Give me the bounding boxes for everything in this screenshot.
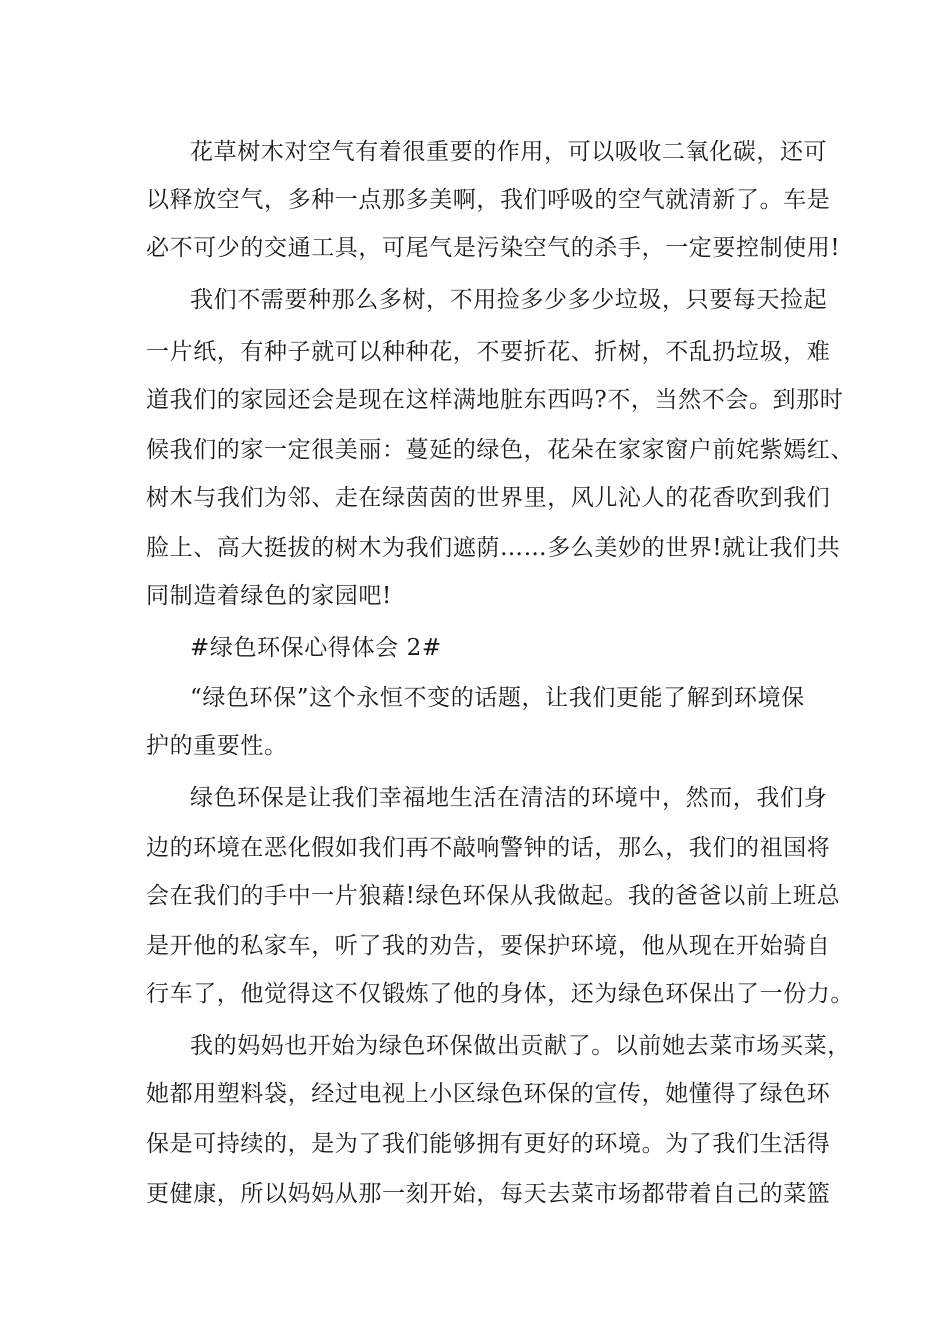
- text-line: 会在我们的手中一片狼藉!绿色环保从我做起。我的爸爸以前上班总: [146, 883, 841, 909]
- text-line: 更健康，所以妈妈从那一刻开始，每天去菜市场都带着自己的菜篮: [146, 1181, 831, 1207]
- text-line: 以释放空气，多种一点那多美啊，我们呼吸的空气就清新了。车是: [146, 187, 831, 213]
- text-line: 道我们的家园还会是现在这样满地脏东西吗?不，当然不会。到那时: [146, 387, 844, 413]
- text-line: 我们不需要种那么多树，不用捡多少多少垃圾，只要每天捡起: [190, 287, 828, 313]
- text-line: 行车了，他觉得这不仅锻炼了他的身体，还为绿色环保出了一份力。: [146, 981, 854, 1007]
- text-line: 树木与我们为邻、走在绿茵茵的世界里，风儿沁人的花香吹到我们: [146, 485, 831, 511]
- text-line: 边的环境在恶化假如我们再不敲响警钟的话，那么，我们的祖国将: [146, 835, 831, 861]
- text-line: 是开他的私家车，听了我的劝告，要保护环境，他从现在开始骑自: [146, 933, 831, 959]
- text-line: 候我们的家一定很美丽：蔓延的绿色，花朵在家家窗户前姹紫嫣红、: [146, 437, 854, 463]
- text-line: 护的重要性。: [146, 733, 288, 759]
- text-line: 她都用塑料袋，经过电视上小区绿色环保的宣传，她懂得了绿色环: [146, 1081, 831, 1107]
- text-line: 花草树木对空气有着很重要的作用，可以吸收二氧化碳，还可: [190, 139, 828, 165]
- text-line: 必不可少的交通工具，可尾气是污染空气的杀手，一定要控制使用!: [146, 235, 841, 261]
- text-line: 我的妈妈也开始为绿色环保做出贡献了。以前她去菜市场买菜，: [190, 1033, 851, 1059]
- text-line: 保是可持续的，是为了我们能够拥有更好的环境。为了我们生活得: [146, 1131, 831, 1157]
- section-heading: #绿色环保心得体会 2#: [190, 635, 442, 661]
- text-line: 同制造着绿色的家园吧!: [146, 583, 392, 609]
- text-line: 一片纸，有种子就可以种种花，不要折花、折树，不乱扔垃圾，难: [146, 339, 831, 365]
- text-line: “绿色环保”这个永恒不变的话题，让我们更能了解到环境保: [190, 685, 805, 711]
- text-line: 脸上、高大挺拔的树木为我们遮荫……多么美妙的世界!就让我们共: [146, 535, 841, 561]
- text-line: 绿色环保是让我们幸福地生活在清洁的环境中，然而，我们身: [190, 785, 828, 811]
